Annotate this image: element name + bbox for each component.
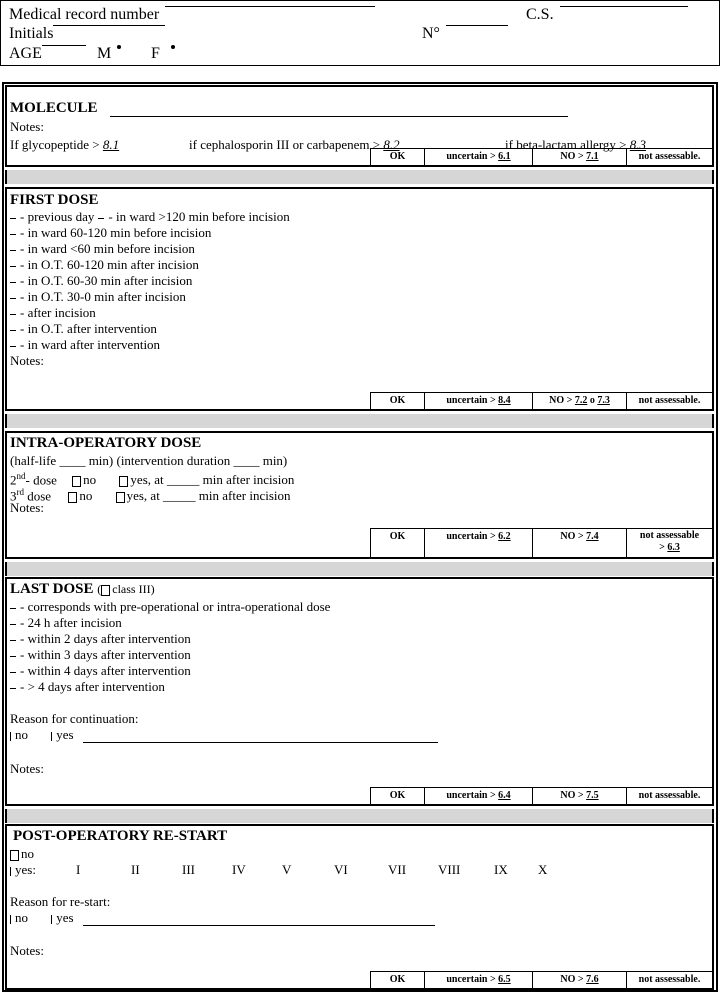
intra-title: INTRA-OPERATORY DOSE <box>10 435 202 451</box>
link-8-1[interactable]: 8.1 <box>102 137 120 152</box>
intra-halflife: (half-life ____ min) (intervention duration ____ min) <box>10 453 288 468</box>
restart-class[interactable]: V <box>282 862 292 877</box>
first-dose-option[interactable]: - in O.T. 60-120 min after incision <box>10 257 199 273</box>
restart-class[interactable]: I <box>76 862 81 877</box>
restart-title: POST-OPERATORY RE-START <box>13 828 228 844</box>
intra-answer-row <box>370 528 712 557</box>
restart-class[interactable]: VI <box>334 862 348 877</box>
last-dose-option[interactable]: - corresponds with pre-operational or intra-operational dose <box>10 599 330 615</box>
first-dose-option[interactable]: - in ward 60-120 min before incision <box>10 225 211 241</box>
ok-option[interactable]: OK <box>370 972 424 988</box>
molecule-glyco-rule: If glycopeptide > 8.1 <box>10 137 120 152</box>
molecule-answer-row <box>370 148 712 165</box>
molecule-allergy-rule: if beta-lactam allergy > 8.3 <box>505 137 647 152</box>
restart-no[interactable]: no <box>10 846 34 862</box>
continuation-reason-label: Reason for continuation: <box>10 711 139 726</box>
ok-option[interactable]: OK <box>370 393 424 409</box>
last-dose-option[interactable]: - within 4 days after intervention <box>10 663 191 679</box>
section-first-dose <box>5 187 714 411</box>
molecule-ceph-rule: if cephalosporin III or carbapenem > 8.2 <box>189 137 400 152</box>
link-8-2[interactable]: 8.2 <box>383 137 400 152</box>
restart-class[interactable]: IX <box>494 862 508 877</box>
number-field[interactable] <box>422 25 440 43</box>
sex-m-label: M <box>97 45 112 62</box>
continuation-row <box>10 727 438 743</box>
cs-field[interactable] <box>526 6 554 24</box>
section-last-dose <box>5 577 714 806</box>
second-dose-yes[interactable]: yes, at _____ min after incision <box>119 472 294 487</box>
first-dose-option[interactable]: - in O.T. 60-30 min after incision <box>10 273 192 289</box>
last-dose-title: LAST DOSE ( class III) <box>10 581 155 597</box>
not-assessable-option[interactable]: not assessable. <box>626 972 712 988</box>
first-dose-option[interactable]: - in ward after intervention <box>10 337 160 353</box>
initials-label: Initials <box>9 25 54 42</box>
third-dose-no[interactable]: no <box>68 488 92 503</box>
separator <box>5 562 714 576</box>
no-option[interactable]: NO > 7.1 <box>532 149 626 165</box>
sex-f-label: F <box>151 45 160 62</box>
ok-option[interactable]: OK <box>370 149 424 165</box>
first-dose-option[interactable]: - in O.T. 30-0 min after incision <box>10 289 186 305</box>
last-dose-notes: Notes: <box>10 761 44 776</box>
number-label: N° <box>422 25 440 42</box>
restart-class[interactable]: VIII <box>438 862 461 877</box>
restart-notes: Notes: <box>10 943 44 958</box>
first-dose-option[interactable]: - after incision <box>10 305 96 321</box>
continuation-no[interactable]: no <box>10 727 28 742</box>
first-dose-option[interactable]: - in O.T. after intervention <box>10 321 157 337</box>
third-dose-yes[interactable]: yes, at _____ min after incision <box>116 488 291 503</box>
section-restart <box>5 824 714 990</box>
section-molecule <box>5 85 714 167</box>
record-field[interactable] <box>9 6 159 24</box>
last-dose-answer-row <box>370 787 712 804</box>
uncertain-option[interactable]: uncertain > 6.5 <box>424 972 532 988</box>
continuation-reason-input[interactable] <box>83 742 438 743</box>
first-dose-option[interactable]: - in ward <60 min before incision <box>10 241 195 257</box>
restart-class[interactable]: IV <box>232 862 246 877</box>
restart-reason-no[interactable]: no <box>10 910 28 925</box>
no-option[interactable]: NO > 7.2 o 7.3 <box>532 393 626 409</box>
sex-m-option[interactable] <box>97 45 111 63</box>
last-dose-option[interactable]: - within 2 days after intervention <box>10 631 191 647</box>
initials-field[interactable] <box>9 25 53 43</box>
uncertain-option[interactable]: uncertain > 8.4 <box>424 393 532 409</box>
separator <box>5 414 714 428</box>
restart-yes[interactable]: yes: <box>10 862 36 877</box>
ok-option[interactable]: OK <box>370 788 424 804</box>
first-dose-option[interactable]: - previous day - in ward >120 min before incision <box>10 209 290 225</box>
age-field[interactable] <box>9 45 42 63</box>
separator <box>5 170 714 184</box>
restart-class[interactable]: III <box>182 862 195 877</box>
molecule-title: MOLECULE <box>10 100 568 117</box>
restart-reason-yes[interactable]: yes <box>51 910 73 925</box>
last-dose-option[interactable]: - > 4 days after intervention <box>10 679 165 695</box>
restart-reason-input[interactable] <box>83 925 435 926</box>
ok-option[interactable]: OK <box>370 529 424 557</box>
restart-answer-row <box>370 971 712 988</box>
class-iii-label: class III) <box>112 582 155 596</box>
age-label: AGE <box>9 45 42 62</box>
first-dose-title: FIRST DOSE <box>10 192 99 208</box>
intra-notes: Notes: <box>10 500 44 515</box>
molecule-notes: Notes: <box>10 119 44 134</box>
cs-label: C.S. <box>526 6 554 23</box>
patient-header <box>0 0 720 66</box>
not-assessable-option[interactable]: not assessable. <box>626 393 712 409</box>
not-assessable-option[interactable]: not assessable. <box>626 149 712 165</box>
uncertain-option[interactable]: uncertain > 6.2 <box>424 529 532 557</box>
second-dose-row: 2nd- dose no yes, at _____ min after incision <box>10 471 295 488</box>
uncertain-option[interactable]: uncertain > 6.4 <box>424 788 532 804</box>
record-label: Medical record number <box>9 6 160 23</box>
last-dose-option[interactable]: - 24 h after incision <box>10 615 122 631</box>
third-dose-row: 3rd dose no yes, at _____ min after incision <box>10 487 291 504</box>
restart-class[interactable]: X <box>538 862 548 877</box>
restart-reason-row <box>10 910 435 926</box>
restart-yes-row <box>10 862 548 878</box>
section-intra-operatory <box>5 431 714 559</box>
separator <box>5 809 714 823</box>
no-option[interactable]: NO > 7.4 <box>532 529 626 557</box>
restart-reason-label: Reason for re-start: <box>10 894 111 909</box>
last-dose-option[interactable]: - within 3 days after intervention <box>10 647 191 663</box>
second-dose-no[interactable]: no <box>72 472 96 487</box>
restart-class[interactable]: VII <box>388 862 407 877</box>
link-8-3[interactable]: 8.3 <box>629 137 647 152</box>
no-option[interactable]: NO > 7.5 <box>532 788 626 804</box>
sex-f-option[interactable] <box>151 45 160 63</box>
no-option[interactable]: NO > 7.6 <box>532 972 626 988</box>
first-dose-answer-row <box>370 392 712 409</box>
restart-class[interactable]: II <box>131 862 140 877</box>
not-assessable-option[interactable]: not assessable. <box>626 788 712 804</box>
not-assessable-option[interactable]: not assessable > 6.3 <box>626 529 712 557</box>
first-dose-notes: Notes: <box>10 353 44 368</box>
uncertain-option[interactable]: uncertain > 6.1 <box>424 149 532 165</box>
continuation-yes[interactable]: yes <box>51 727 73 742</box>
